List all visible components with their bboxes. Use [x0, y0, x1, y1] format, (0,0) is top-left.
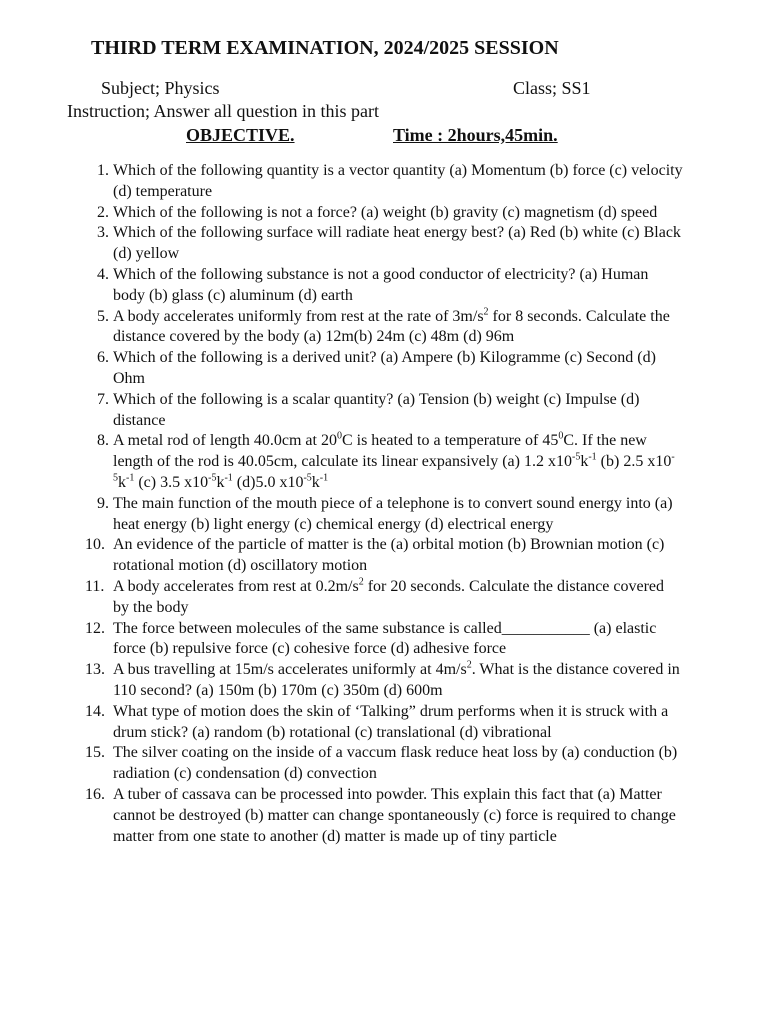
exam-title: THIRD TERM EXAMINATION, 2024/2025 SESSION [91, 37, 559, 59]
question-text: Which of the following quantity is a vector quantity (a) Momentum (b) force (c) velocity (d) temperature [113, 162, 683, 200]
question-item [85, 702, 683, 744]
question-text: The main function of the mouth piece of a telephone is to convert sound energy into (a) heat energy (b) light energy (c) chemical energy (d) electrical energy [113, 494, 673, 533]
superscript: 2 [466, 659, 472, 671]
question-text-part: (b) 2.5 x10 [596, 453, 672, 471]
superscript: 0 [336, 431, 342, 443]
instruction-text: Instruction; Answer all question in this part [67, 101, 379, 121]
objective-heading: OBJECTIVE. [186, 125, 295, 145]
question-text: What type of motion does the skin of ‘Talking” drum performs when it is struck with a drum stick? (a) random (b) rotational (c) translational (d) vibrational [113, 702, 669, 741]
question-item [85, 535, 683, 577]
question-text-part: for 8 seconds. Calculate the distance covered by the body (a) 12m(b) 24m (c) 48m (d) 96m [113, 307, 670, 346]
question-item [85, 619, 683, 661]
question-text-part: k [580, 453, 589, 471]
question-number: 11. [85, 577, 105, 595]
question-text: A tuber of cassava can be processed into powder. This explain this fact that (a) Matter cannot be destroyed (b) matter can change spontaneously (c) force is required to change matter from one state to another (d) matter is made up of tiny particle [113, 785, 676, 845]
question-list [85, 161, 683, 847]
question-text [113, 578, 664, 616]
question-text-part: (c) 3.5 x10 [134, 473, 209, 491]
question-text: Which of the following surface will radiate heat energy best? (a) Red (b) white (c) Black (d) yellow [113, 224, 681, 263]
question-item [97, 203, 683, 224]
question-number: 13. [85, 661, 105, 679]
question-text [113, 308, 670, 346]
question-text: Which of the following is a scalar quantity? (a) Tension (b) weight (c) Impulse (d) distance [113, 390, 640, 429]
question-item [97, 431, 683, 493]
question-number: 12. [85, 619, 105, 637]
question-number: 1. [97, 162, 109, 179]
question-text-part: for 20 seconds. Calculate the distance covered by the body [113, 577, 665, 616]
question-text-part: A body accelerates uniformly from rest at the rate of 3m/s [113, 307, 484, 325]
question-text-part: C. If the new length of the rod is 40.05cm, calculate its linear expansively (a) 1.2 x10 [113, 432, 647, 471]
question-text-part: A metal rod of length 40.0cm at 20 [113, 432, 337, 450]
superscript: -5 [571, 451, 581, 463]
question-item [97, 306, 683, 349]
question-text: Which of the following is a derived unit? (a) Ampere (b) Kilogramme (c) Second (d) Ohm [113, 349, 656, 387]
question-text-part: k [118, 473, 126, 491]
question-text: Which of the following substance is not a good conductor of electricity? (a) Human body (b) glass (c) aluminum (d) earth [113, 265, 649, 304]
question-item [85, 785, 683, 847]
question-item [97, 265, 683, 307]
question-text-part: k [311, 473, 320, 491]
question-number: 10. [85, 536, 105, 554]
question-text: The silver coating on the inside of a vaccum flask reduce heat loss by (a) conduction (b) radiation (c) condensation (d) convection [113, 744, 678, 783]
question-text-part: A body accelerates from rest at 0.2m/s [113, 577, 359, 595]
time-allowed: Time : 2hours,45min. [393, 125, 558, 145]
question-text: Which of the following is not a force? (a) weight (b) gravity (c) magnetism (d) speed [113, 203, 658, 221]
question-number: 8. [97, 432, 109, 450]
question-text-part: (d)5.0 x10 [232, 473, 304, 491]
question-item [85, 659, 683, 702]
class-label: Class; SS1 [513, 78, 591, 98]
question-item [97, 223, 683, 265]
question-number: 4. [97, 265, 109, 283]
question-text [113, 661, 680, 699]
question-number: 2. [97, 203, 109, 221]
question-number: 16. [85, 785, 105, 803]
question-number: 6. [97, 349, 109, 367]
question-text [113, 432, 675, 491]
superscript: -5 [113, 451, 675, 484]
question-item [97, 494, 683, 536]
superscript: 2 [483, 306, 489, 318]
superscript: -1 [224, 472, 233, 484]
superscript: 0 [558, 431, 564, 443]
question-text-part: k [216, 473, 225, 491]
question-item [97, 390, 683, 432]
question-number: 3. [97, 224, 109, 242]
superscript: -1 [126, 472, 135, 484]
superscript: 2 [358, 576, 364, 588]
question-number: 7. [97, 390, 109, 408]
question-item [97, 348, 683, 390]
superscript: -5 [208, 472, 217, 484]
question-number: 5. [97, 307, 109, 325]
question-item [97, 161, 683, 203]
question-number: 15. [85, 744, 105, 762]
question-text-part: A bus travelling at 15m/s accelerates uniformly at 4m/s [113, 661, 467, 679]
subject-label: Subject; Physics [101, 78, 220, 98]
question-text: The force between molecules of the same substance is called___________ (a) elastic force (b) repulsive force (c) cohesive force (d) adhesive force [113, 619, 657, 658]
question-number: 14. [85, 702, 105, 720]
superscript: -1 [319, 472, 329, 484]
question-text: An evidence of the particle of matter is the (a) orbital motion (b) Brownian motion (c) rotational motion (d) oscillatory motion [113, 536, 665, 575]
superscript: -5 [303, 472, 312, 484]
superscript: -1 [588, 451, 597, 463]
question-item [85, 743, 683, 785]
question-number: 9. [97, 494, 109, 512]
question-item [85, 576, 683, 619]
question-text-part: . What is the distance covered in 110 second? (a) 150m (b) 170m (c) 350m (d) 600m [113, 661, 680, 699]
question-text-part: C is heated to a temperature of 45 [341, 432, 559, 450]
